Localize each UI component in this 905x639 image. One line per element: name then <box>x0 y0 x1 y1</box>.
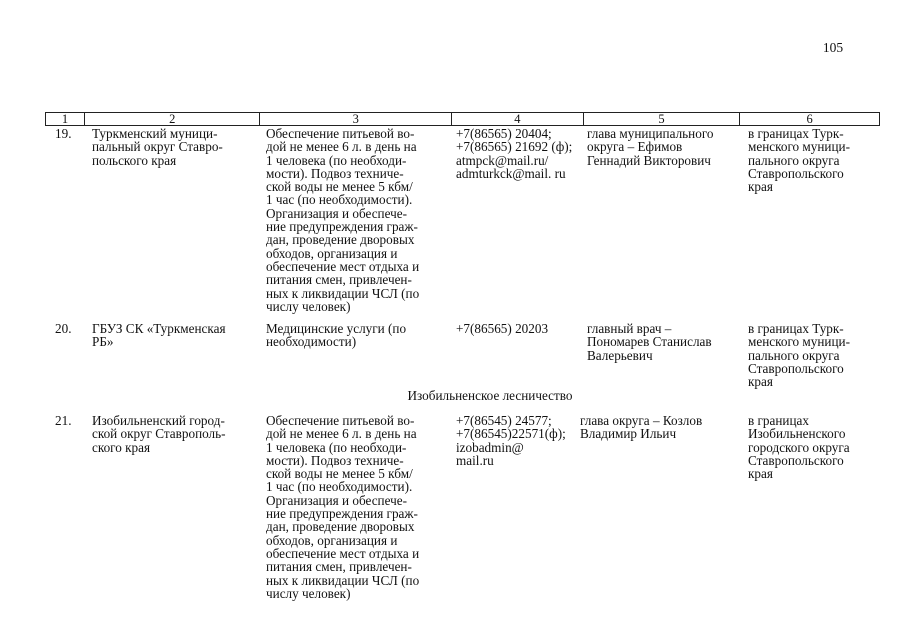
header-col-3: 3 <box>259 113 451 125</box>
section-title: Изобильненское лесничество <box>407 388 573 403</box>
row-19-service: Обеспечение питьевой во- дой не менее 6 л. в день на 1 человека (по необходи- мости). Подвоз техниче- ской воды не менее 5 кбм/ 1 час (по необходимости). Организация и обеспече- ние предупреждения граж- дан, проведение дворовых обходов, организация и обеспечение мест отдыха и питания смен, привлечен- ных к ликвидации ЧСЛ (по числу человек) <box>266 126 420 314</box>
row-21-number: 21. <box>55 413 72 428</box>
row-21-name: Изобильненский город- ской округ Ставрополь- ского края <box>92 413 226 455</box>
row-20-head: главный врач – Пономарев Станислав Валерьевич <box>587 321 712 363</box>
header-col-5: 5 <box>583 113 740 125</box>
row-19-contacts: +7(86565) 20404; +7(86565) 21692 (ф); atmpck@mail.ru/ admturkck@mail. ru <box>456 126 573 181</box>
row-21-service: Обеспечение питьевой во- дой не менее 6 л. в день на 1 человека (по необходи- мости). Подвоз техниче- ской воды не менее 5 кбм/ 1 час (по необходимости). Организация и обеспече- ние предупреждения граж- дан, проведение дворовых обходов, организация и обеспечение мест отдыха и питания смен, привлечен- ных к ликвидации ЧСЛ (по числу человек) <box>266 413 420 601</box>
row-20-name: ГБУЗ СК «Туркменская РБ» <box>92 321 226 350</box>
row-19-area: в границах Турк- менского муници- пального округа Ставропольского края <box>748 126 850 195</box>
row-21-head: глава округа – Козлов Владимир Ильич <box>580 413 703 442</box>
row-21-contacts: +7(86545) 24577; +7(86545)22571(ф); izobadmin@ mail.ru <box>456 413 566 468</box>
header-col-6: 6 <box>739 113 879 125</box>
header-col-4: 4 <box>451 113 583 125</box>
row-20-contacts: +7(86565) 20203 <box>456 321 549 336</box>
row-20-number: 20. <box>55 321 72 336</box>
row-19-number: 19. <box>55 126 72 141</box>
header-col-2: 2 <box>84 113 260 125</box>
row-19-head: глава муниципального округа – Ефимов Геннадий Викторович <box>587 126 714 168</box>
page-number: 105 <box>822 40 844 55</box>
row-21-area: в границах Изобильненского городского округа Ставропольского края <box>748 413 850 482</box>
row-20-service: Медицинские услуги (по необходимости) <box>266 321 407 350</box>
row-19-name: Туркменский муници- пальный округ Ставро- польского края <box>92 126 223 168</box>
row-20-area: в границах Турк- менского муници- пального округа Ставропольского края <box>748 321 850 390</box>
table-header-row <box>45 112 880 126</box>
header-col-1: 1 <box>61 112 69 126</box>
